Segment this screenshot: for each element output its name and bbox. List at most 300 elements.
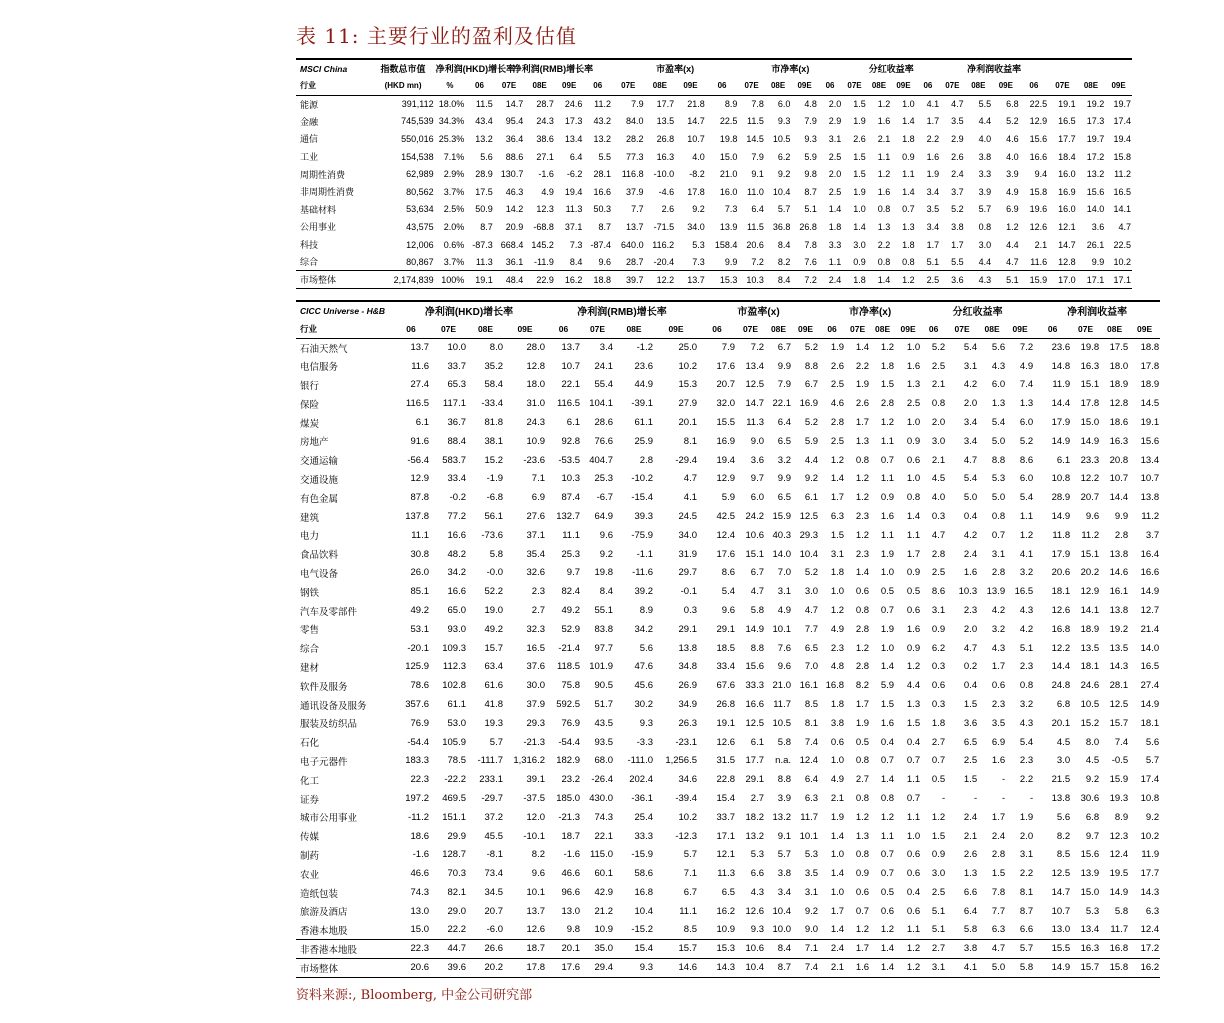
table-cell: 0.5 (880, 586, 895, 598)
table-cell: 21.4 (1140, 623, 1160, 635)
table-cell: 19.0 (484, 605, 503, 617)
table-cell: 6.8 (1085, 811, 1100, 823)
sub-header: 06 (923, 81, 933, 91)
table-cell: 6.4 (804, 774, 819, 786)
table-cell: 12.3 (536, 204, 554, 215)
table-cell: 12.2 (656, 274, 675, 285)
table-cell: 9.6 (1085, 511, 1100, 523)
table-cell: 8.5 (683, 924, 698, 936)
table-cell: 0.6 (906, 454, 921, 466)
table-cell: 21.2 (594, 905, 614, 917)
table-cell: 8.6 (721, 567, 736, 579)
table-cell: 16.1 (1109, 586, 1129, 598)
table-cell: 90.5 (594, 680, 614, 692)
table-cell: 3.2 (1019, 567, 1034, 579)
table-cell: 2.8 (991, 567, 1006, 579)
table-cell: 9.2 (692, 204, 705, 215)
sub-header: 08E (652, 81, 667, 91)
table-cell: 4.9 (830, 623, 845, 635)
table-cell: 20.7 (1080, 492, 1100, 504)
table-cell: 30.8 (410, 548, 429, 560)
table-cell: 4.4 (1006, 239, 1019, 250)
table-cell: 20.2 (484, 962, 503, 974)
table-cell: 592.5 (556, 699, 581, 711)
table-cell: 5.1 (804, 204, 817, 215)
table-cell: 16.8 (1051, 623, 1071, 635)
table-cell: 6.5 (804, 642, 819, 654)
table-cell: 14.5 (746, 133, 764, 144)
industry-label: 非香港本地股 (300, 944, 358, 956)
table-cell: 10.5 (772, 133, 791, 144)
table-cell: 10.9 (526, 435, 546, 447)
table-cell: 4.1 (926, 99, 940, 110)
table-cell: 49.2 (484, 623, 503, 635)
table-cell: 22.5 (1029, 99, 1048, 110)
table-cell: 5.3 (750, 849, 765, 861)
table-cell: 2.8 (855, 661, 870, 673)
table-cell: 84.0 (626, 116, 644, 127)
table-cell: 8.7 (1019, 905, 1034, 917)
table-cell: 15.2 (1080, 717, 1100, 729)
table-row (296, 201, 1132, 219)
table-cell: 1.4 (855, 567, 870, 579)
table-cell: 1.1 (880, 529, 895, 541)
table-cell: 3.5 (804, 868, 819, 880)
table-cell: 4.0 (692, 151, 705, 162)
table-cell: 0.7 (880, 454, 895, 466)
table-cell: 15.0 (719, 151, 738, 162)
msci-china-table (296, 58, 1132, 289)
table-cell: -29.7 (481, 793, 503, 805)
table-cell: 0.8 (991, 511, 1006, 523)
table-cell: 6.4 (963, 905, 978, 917)
table-cell: 11.7 (800, 811, 819, 823)
table-cell: -6.8 (486, 492, 503, 504)
table-cell: 469.5 (442, 793, 466, 805)
table-cell: 11.0 (746, 186, 764, 197)
table-cell: 16.5 (1014, 586, 1034, 598)
sub-header: 07E (1055, 81, 1070, 91)
table-cell: 0.8 (1019, 680, 1034, 692)
table-cell: -10.2 (631, 473, 654, 485)
table-cell: 36.4 (505, 133, 524, 144)
table-cell: 2.6 (951, 151, 964, 162)
sub-header: (HKD mn) (384, 81, 422, 91)
table-cell: 15.6 (1080, 849, 1100, 861)
table-cell: 0.9 (931, 849, 946, 861)
table-cell: 23.6 (634, 360, 654, 372)
table-cell: 1.0 (880, 567, 895, 579)
table-cell: 7.7 (631, 204, 644, 215)
table-cell: 2.0 (828, 169, 842, 180)
table-cell: 17.5 (475, 186, 493, 197)
table-cell: 6.5 (777, 435, 792, 447)
table-row (296, 488, 1160, 507)
table-cell: 92.8 (561, 435, 581, 447)
table-cell: 52.9 (561, 623, 581, 635)
table-cell: 11.7 (773, 699, 792, 711)
industry-label: 金融 (300, 116, 319, 127)
sub-header: 07E (440, 323, 457, 334)
table-cell: -21.3 (558, 811, 581, 823)
table-cell: 22.1 (561, 379, 581, 391)
table-cell: 58.6 (634, 868, 654, 880)
table-cell: 8.1 (683, 435, 698, 447)
table-cell: 0.8 (855, 454, 870, 466)
industry-label: 通信 (300, 134, 319, 145)
row-label-header: 行业 (300, 81, 316, 91)
table-cell: 5.9 (721, 492, 736, 504)
table-cell: 10.7 (1051, 905, 1071, 917)
table-cell: 4.7 (931, 529, 946, 541)
table-cell: 10.4 (772, 905, 792, 917)
table-cell: 17.1 (1113, 274, 1131, 285)
table-cell: 11.2 (1081, 529, 1100, 541)
table-cell: 8.4 (599, 586, 614, 598)
table-cell: 17.8 (526, 962, 546, 974)
table-cell: 16.3 (1080, 943, 1100, 955)
table-cell: 6.1 (804, 492, 819, 504)
table-row (296, 451, 1160, 470)
table-cell: 0.8 (931, 398, 946, 410)
table-cell: 6.4 (751, 204, 764, 215)
table-row (296, 526, 1160, 545)
table-cell: 14.9 (1080, 435, 1100, 447)
table-cell: 35.4 (526, 548, 546, 560)
table-cell: 1.1 (880, 830, 895, 842)
table-cell: - (1001, 793, 1006, 805)
table-cell: 13.8 (1109, 548, 1129, 560)
table-cell: 202.4 (629, 774, 654, 786)
table-cell: 3.1 (963, 360, 978, 372)
table-cell: 16.2 (564, 274, 583, 285)
table-cell: 4.2 (963, 529, 978, 541)
table-cell: -20.4 (653, 256, 675, 267)
table-cell: 13.7 (410, 342, 429, 354)
table-cell: 2.6 (661, 204, 675, 215)
table-cell: 233.1 (479, 774, 503, 786)
table-cell: 6.5 (777, 492, 792, 504)
table-cell: 3.4 (777, 887, 792, 898)
table-cell: 74.3 (594, 811, 614, 823)
table-cell: 33.3 (745, 680, 765, 692)
table-cell: 16.8 (634, 887, 654, 898)
table-cell: 29.1 (716, 623, 736, 635)
table-cell: 2.7 (931, 736, 946, 748)
table-cell: 6.6 (963, 887, 978, 898)
table-cell: 640.0 (621, 239, 644, 250)
table-cell: 43.5 (594, 717, 614, 729)
table-row (296, 714, 1160, 733)
table-cell: 0.8 (978, 221, 992, 232)
sub-header: 06 (475, 81, 484, 91)
table-row (296, 218, 1132, 236)
sub-header: 08E (875, 323, 891, 334)
table-cell: 16.9 (716, 435, 736, 447)
table-cell: -10.0 (653, 169, 675, 180)
table-cell: 6.3 (804, 793, 819, 805)
table-cell: 2.6 (963, 849, 978, 861)
table-cell: 3.8 (777, 868, 792, 880)
table-cell: 0.8 (877, 204, 891, 215)
table-cell: 1.9 (830, 342, 845, 354)
industry-label: 城市公用事业 (300, 813, 358, 825)
table-cell: 5.8 (1114, 905, 1129, 917)
table-cell: 11.3 (565, 204, 583, 215)
table-cell: 2.2 (1019, 868, 1034, 880)
table-cell: 9.9 (1114, 511, 1129, 523)
table-cell: 1.3 (991, 398, 1006, 410)
table-cell: 75.8 (561, 680, 581, 692)
table-cell: 15.3 (719, 274, 738, 285)
table-cell: -54.4 (558, 736, 581, 748)
table-cell: 3.8 (951, 221, 964, 232)
table-cell: 12.6 (526, 924, 546, 936)
table-cell: 37.6 (526, 661, 546, 673)
table-cell: 11.6 (1030, 256, 1048, 267)
table-cell: 9.3 (639, 717, 654, 729)
table-cell: 15.6 (1029, 133, 1048, 144)
table-cell: 14.9 (1109, 887, 1129, 898)
table-cell: 14.4 (1051, 398, 1071, 410)
table-cell: 1.6 (991, 755, 1006, 767)
table-cell: 16.5 (1058, 116, 1076, 127)
table-cell: 1.5 (991, 868, 1006, 880)
table-cell: 28.9 (1051, 492, 1071, 504)
table-cell: 15.1 (1080, 379, 1100, 391)
table-cell: 78.6 (410, 680, 429, 692)
table-cell: 3.1 (777, 586, 792, 598)
table-cell: 0.3 (683, 605, 698, 617)
table-cell: 0.9 (906, 642, 921, 654)
table-cell: 20.9 (505, 221, 524, 232)
table-cell: 4.8 (804, 99, 817, 110)
table-cell: 1.2 (906, 661, 921, 673)
table-cell: 25.0 (678, 342, 698, 354)
table-cell: 39.7 (626, 274, 644, 285)
table-cell: 26.8 (656, 133, 675, 144)
table-cell: -22.2 (444, 774, 466, 786)
table-cell: 3.3 (828, 239, 842, 250)
table-cell: 30.6 (1080, 793, 1100, 805)
table-cell: 25.3% (438, 133, 465, 144)
industry-label: 煤炭 (300, 418, 320, 430)
table-cell: 5.1 (931, 905, 946, 917)
table-cell: 2.8 (991, 849, 1006, 861)
table-cell: 24.2 (745, 511, 765, 523)
table-cell: 28.9 (475, 169, 493, 180)
table-cell: 6.6 (1019, 924, 1034, 936)
sub-header: 08E (626, 323, 642, 334)
table-cell: -1.9 (486, 473, 503, 485)
total-row (296, 958, 1160, 977)
table-cell: 10.6 (745, 943, 765, 955)
table-cell: 13.0 (410, 905, 429, 917)
table-cell: 4.3 (1019, 717, 1034, 729)
group-header-row (296, 301, 1160, 320)
table-row (296, 165, 1132, 183)
table-cell: 1.0 (906, 342, 921, 354)
table-cell: 19.5 (1109, 868, 1129, 880)
table-cell: 67.6 (716, 680, 736, 692)
table-cell: 37.9 (526, 699, 546, 711)
table-cell: 85.1 (410, 586, 429, 598)
table-cell: 6.5 (721, 887, 736, 898)
table-cell: 2.4 (963, 548, 978, 560)
sub-header: 07E (742, 323, 759, 334)
table-cell: 68.0 (594, 755, 614, 767)
table-cell: 15.1 (745, 548, 765, 560)
table-cell: 16.3 (1080, 360, 1100, 372)
table-cell: 35.2 (484, 360, 503, 372)
table-cell: 5.9 (880, 680, 895, 692)
table-cell: 25.3 (561, 548, 581, 560)
table-cell: 14.0 (772, 548, 792, 560)
table-cell: 1,256.5 (665, 755, 698, 767)
table-cell: 1.7 (951, 239, 964, 250)
industry-label: 工业 (300, 152, 319, 163)
table-cell: 10.2 (1140, 830, 1160, 842)
table-cell: 8.4 (777, 239, 791, 250)
table-cell: 7.1% (443, 151, 465, 162)
table-cell: 3.2 (1019, 699, 1034, 711)
table-cell: 18.9 (1140, 379, 1160, 391)
table-row (296, 846, 1160, 865)
table-cell: 17.8 (687, 186, 705, 197)
table-cell: 11.5 (475, 99, 493, 110)
table-cell: 7.8 (804, 239, 817, 250)
table-cell: 0.9 (855, 868, 870, 880)
table-cell: 20.7 (716, 379, 736, 391)
table-cell: 17.9 (1051, 417, 1071, 429)
table-cell: 18.0 (526, 379, 546, 391)
table-cell: 18.5 (716, 642, 736, 654)
industry-label: 石化 (300, 738, 320, 750)
table-cell: 0.9 (902, 151, 915, 162)
table-row (296, 507, 1160, 526)
industry-label: 建材 (300, 662, 320, 674)
table-cell: 7.8 (751, 99, 764, 110)
table-row (296, 564, 1160, 583)
table-cell: 19.4 (716, 454, 736, 466)
table-cell: 2.1 (931, 379, 946, 391)
table-cell: 6.7 (804, 379, 819, 391)
table-cell: 7.7 (991, 905, 1006, 917)
table-cell: 46.6 (561, 868, 581, 880)
table-cell: 6.1 (566, 417, 581, 429)
table-cell: 5.8 (1019, 962, 1034, 974)
table-cell: 2.7 (750, 793, 765, 805)
table-cell: 2.5 (931, 567, 946, 579)
table-cell: 116.5 (405, 398, 429, 410)
table-cell: 1.5 (853, 169, 866, 180)
table-cell: 1.2 (855, 924, 870, 936)
table-cell: 104.1 (589, 398, 614, 410)
table-cell: 0.9 (906, 435, 921, 447)
table-cell: 4.2 (1019, 623, 1034, 635)
table-cell: 12,006 (406, 239, 434, 250)
table-cell: 14.4 (1109, 492, 1129, 504)
table-cell: 1.1 (877, 151, 891, 162)
table-cell: 2.4 (828, 274, 842, 285)
table-cell: 43.4 (475, 116, 493, 127)
table-cell: 197.2 (405, 793, 429, 805)
table-cell: -111.0 (627, 755, 654, 767)
table-cell: 5.1 (1019, 642, 1034, 654)
table-cell: 29.9 (447, 830, 466, 842)
table-cell: 1.9 (853, 186, 866, 197)
table-cell: 16.6 (745, 699, 765, 711)
table-cell: 12.4 (1140, 924, 1160, 936)
table-row (296, 113, 1132, 131)
table-cell: 1.8 (931, 717, 946, 729)
table-cell: 5.4 (1019, 736, 1034, 748)
table-cell: 5.2 (1006, 116, 1019, 127)
table-cell: 62,989 (406, 169, 434, 180)
table-cell: 4.3 (991, 360, 1006, 372)
table-cell: 18.6 (1109, 417, 1129, 429)
industry-label: 房地产 (300, 437, 329, 449)
table-cell: 3.1 (991, 548, 1006, 560)
table-cell: 5.2 (951, 204, 964, 215)
table-cell: 8.0 (489, 342, 503, 354)
table-cell: 76.9 (410, 717, 429, 729)
table-cell: 17.2 (1086, 151, 1105, 162)
table-cell: 51.7 (594, 699, 614, 711)
table-row (296, 827, 1160, 846)
table-row (296, 658, 1160, 677)
table-cell: 1.5 (931, 830, 946, 842)
table-cell: 1.1 (880, 473, 895, 485)
table-cell: 0.6 (855, 887, 870, 898)
table-cell: 1.8 (853, 274, 866, 285)
table-cell: 0.7 (880, 849, 895, 861)
table-cell: 34.2 (634, 623, 654, 635)
table-cell: 31.9 (678, 548, 698, 560)
table-cell: 10.3 (958, 586, 978, 598)
table-cell: 2.4 (963, 811, 978, 823)
table-cell: 5.4 (721, 586, 736, 598)
table-cell: 2.2 (926, 133, 940, 144)
table-cell: 49.2 (561, 605, 581, 617)
table-cell: 17.3 (564, 116, 583, 127)
sub-header: 07E (744, 81, 759, 91)
table-cell: 6.0 (1019, 473, 1034, 485)
table-cell: 14.6 (1109, 567, 1129, 579)
table-cell: 19.1 (475, 274, 493, 285)
table-cell: 0.6 (991, 680, 1006, 692)
table-cell: 19.8 (719, 133, 738, 144)
table-cell: 1.2 (1006, 221, 1019, 232)
table-cell: 18.1 (1140, 717, 1160, 729)
table-cell: 2.4 (991, 830, 1006, 842)
table-cell: 15.0 (1080, 887, 1100, 898)
table-cell: 8.1 (1019, 887, 1034, 898)
industry-label: 零售 (300, 625, 320, 637)
table-cell: 13.8 (678, 642, 698, 654)
table-cell: 13.0 (1051, 924, 1071, 936)
table-cell: 1.2 (855, 473, 870, 485)
table-cell: 6.3 (1145, 905, 1160, 917)
table-cell: 1.4 (906, 511, 921, 523)
table-cell: 12.8 (526, 360, 546, 372)
table-cell: 2.5 (828, 186, 842, 197)
table-cell: 12.5 (745, 717, 765, 729)
sub-header: 08E (1107, 323, 1123, 334)
table-cell: 6.6 (750, 868, 765, 880)
industry-label: 公用事业 (300, 222, 337, 233)
table-cell: 13.2 (1086, 169, 1105, 180)
